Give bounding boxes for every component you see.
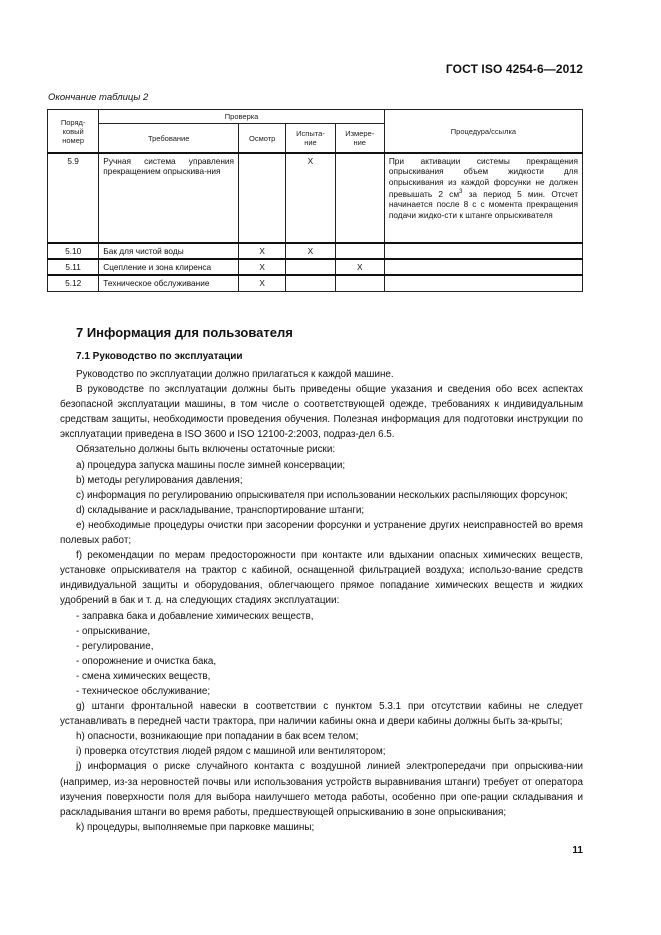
header-testing: Испыта- ние: [286, 124, 335, 154]
paragraph: - регулирование,: [76, 640, 154, 652]
row-number: 5.9: [48, 153, 99, 243]
row-inspection: [239, 153, 286, 243]
requirements-table: [47, 109, 583, 292]
page-number: 11: [572, 845, 583, 856]
paragraph: h) опасности, возникающие при попадании в бак всем телом;: [76, 731, 359, 743]
procedure-text-b: за период 5 мин. Отсчет начинается после 8 с с момента прекращения подачи жидко-сти к штанге опрыскивателя: [388, 188, 579, 220]
paragraph: - смена химических веществ,: [76, 670, 211, 682]
paragraph: Обязательно должны быть включены остаточные риски:: [76, 444, 336, 456]
row-testing: [286, 275, 335, 291]
paragraph: - опорожнение и очистка бака,: [76, 655, 217, 667]
row-measurement: [335, 153, 384, 243]
row-requirement: Ручная система управления прекращением опрыскива-ния: [99, 153, 239, 243]
paragraph: Руководство по эксплуатации должно прилагаться к каждой машине.: [76, 369, 394, 380]
header-procedure: Процедура/ссылка: [384, 110, 582, 154]
section-body: [60, 367, 583, 835]
paragraph: i) проверка отсутствия людей рядом с машиной или вентилятором;: [76, 746, 386, 758]
table-row: [48, 275, 583, 291]
row-requirement: Сцепление и зона клиренса: [99, 259, 239, 275]
paragraph: В руководстве по эксплуатации должны быть приведены общие указания и сведения обо всех аспектах безопасной эксплуатации машины, в том числе о соответствующей одежде, требованиях к индивидуальным средствам защиты, необходимости проведения обучения. Полезная информация для подготовки инструкции по эксплуатации приведена в ISO 3600 и ISO 12100-2:2003, подраз-дел 6.5.: [60, 384, 583, 441]
table-row: [48, 153, 583, 243]
row-testing: X: [286, 153, 335, 243]
row-number: 5.12: [48, 275, 99, 291]
row-procedure: [384, 275, 582, 291]
paragraph: - заправка бака и добавление химических веществ,: [76, 610, 314, 622]
paragraph: j) информация о риске случайного контакта с воздушной линией электропередачи при опрыскива-нии (например, из-за неровностей почвы или использования устройств выравнивания штанги) требует от оператора изучения поверхности поля для выбора наилучшего метода работы, особенно при опе-рации складывания и раскладывания штанги во время работы, предшествующей опрыскиванию в зоне опрыскивания;: [60, 761, 583, 818]
row-measurement: [335, 275, 384, 291]
row-inspection: X: [239, 275, 286, 291]
header-requirement: Требование: [99, 124, 239, 154]
header-check: Проверка: [99, 110, 385, 124]
row-procedure: [384, 243, 582, 259]
row-measurement: [335, 243, 384, 259]
section-title: 7 Информация для пользователя: [76, 325, 293, 340]
header-inspection: Осмотр: [239, 124, 286, 154]
row-requirement: Бак для чистой воды: [99, 243, 239, 259]
subsection-title: 7.1 Руководство по эксплуатации: [76, 351, 243, 362]
procedure-superscript: 3: [459, 189, 463, 196]
paragraph: - техническое обслуживание;: [76, 685, 211, 697]
document-code: ГОСТ ISO 4254-6—2012: [445, 62, 583, 76]
header-measurement: Измере- ние: [335, 124, 384, 154]
header-number: Поряд- ковый номер: [48, 110, 99, 154]
row-inspection: X: [239, 259, 286, 275]
table-caption: Окончание таблицы 2: [48, 92, 149, 103]
paragraph: b) методы регулирования давления;: [76, 474, 243, 486]
row-testing: [286, 259, 335, 275]
paragraph: a) процедура запуска машины после зимней консервации;: [76, 459, 346, 471]
procedure-text-a: При активации системы прекращения опрыскивания объем жидкости для опрыскивания из каждой форсунки не должен превышать 2 см: [388, 156, 578, 199]
paragraph: e) необходимые процедуры очистки при засорении форсунки и устранение других неисправностей во время полевых работ;: [60, 519, 583, 547]
row-testing: X: [286, 243, 335, 259]
table-row: [48, 259, 583, 275]
table-row: [48, 243, 583, 259]
paragraph: c) информация по регулированию опрыскивателя при использовании нескольких распыляющих форсунок;: [76, 489, 568, 501]
paragraph: - опрыскивание,: [76, 625, 151, 637]
paragraph: d) складывание и раскладывание, транспортирование штанги;: [76, 504, 365, 516]
row-inspection: X: [239, 243, 286, 259]
row-requirement: Техническое обслуживание: [99, 275, 239, 291]
row-number: 5.11: [48, 259, 99, 275]
paragraph: f) рекомендации по мерам предосторожности при контакте или вдыхании опасных химических веществ, установке опрыскивателя на трактор с кабиной, оснащенной фильтрацией воздуха; использо-вание средств индивидуальной защиты и оборудования, облегчающего прямое попадание химических веществ и жидких удобрений в бак и т. д. на следующих стадиях эксплуатации:: [60, 550, 583, 607]
paragraph: k) процедуры, выполняемые при парковке машины;: [76, 821, 315, 833]
row-number: 5.10: [48, 243, 99, 259]
row-procedure: [384, 153, 582, 243]
row-procedure: [384, 259, 582, 275]
row-measurement: X: [335, 259, 384, 275]
paragraph: g) штанги фронтальной навески в соответствии с пунктом 5.3.1 при отсутствии кабины не следует устанавливать в передней части трактора, при наличии кабины окна и двери кабины должны быть за-крыты;: [60, 701, 583, 728]
